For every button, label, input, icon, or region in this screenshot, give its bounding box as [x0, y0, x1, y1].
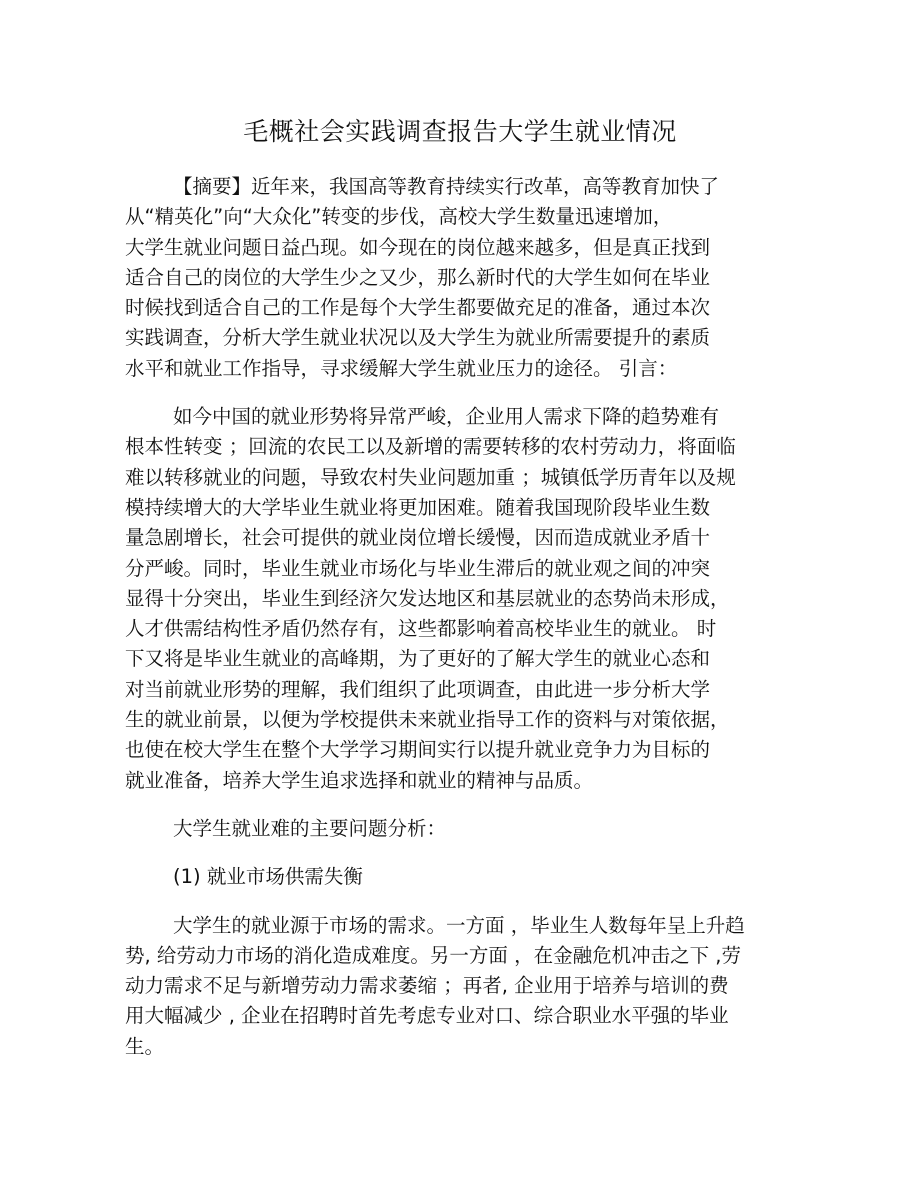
text-line: (1) 就业市场供需失衡	[173, 865, 363, 889]
text-line: 生。	[125, 1034, 165, 1058]
text-line: 动力需求不足与新增劳动力需求萎缩 ；再者, 企业用于培养与培训的费	[125, 974, 729, 998]
text-line: 大学生的就业源于市场的需求。一方面 ，毕业生人数每年呈上升趋	[173, 913, 745, 937]
text-line: 对当前就业形势的理解，我们组织了此项调查，由此进一步分析大学	[125, 677, 711, 701]
text-line: 从“精英化”向“大众化”转变的步伐，高校大学生数量迅速增加，	[125, 205, 673, 229]
text-line: 分严峻。同时，毕业生就业市场化与毕业生滞后的就业观之间的冲突	[125, 556, 711, 580]
text-line: 下又将是毕业生就业的高峰期，为了更好的了解大学生的就业心态和	[125, 647, 711, 671]
text-line: 人才供需结构性矛盾仍然存有，这些都影响着高校毕业生的就业。 时	[125, 617, 717, 641]
section-heading	[173, 814, 763, 844]
text-line: 时候找到适合自己的工作是每个大学生都要做充足的准备，通过本次	[125, 296, 711, 320]
subsection-heading	[173, 862, 763, 892]
intro-paragraph	[125, 402, 763, 796]
text-line: 也使在校大学生在整个大学学习期间实行以提升就业竞争力为目标的	[125, 738, 711, 762]
text-line: 模持续增大的大学毕业生就业将更加困难。随着我国现阶段毕业生数	[125, 495, 711, 519]
text-line: 水平和就业工作指导，寻求缓解大学生就业压力的途径。 引言：	[125, 356, 678, 380]
page-title: 毛概社会实践调查报告大学生就业情况	[243, 117, 677, 146]
text-line: 显得十分突出，毕业生到经济欠发达地区和基层就业的态势尚未形成，	[125, 586, 730, 610]
text-line: 实践调查，分析大学生就业状况以及大学生为就业所需要提升的素质	[125, 326, 711, 350]
body-paragraph	[125, 911, 763, 1062]
text-line: 适合自己的岗位的大学生少之又少，那么新时代的大学生如何在毕业	[125, 265, 711, 289]
text-line: 大学生就业难的主要问题分析：	[173, 816, 447, 840]
text-line: 大学生就业问题日益凸现。如今现在的岗位越来越多，但是真正找到	[125, 235, 711, 259]
text-line: 用大幅减少 , 企业在招聘时首先考虑专业对口、综合职业水平强的毕业	[125, 1004, 729, 1028]
text-line: 量急剧增长，社会可提供的就业岗位增长缓慢，因而造成就业矛盾十	[125, 526, 711, 550]
abstract-paragraph	[125, 172, 763, 384]
text-line: 根本性转变 ；回流的农民工以及新增的需要转移的农村劳动力，将面临	[125, 435, 736, 459]
text-line: 如今中国的就业形势将异常严峻，企业用人需求下降的趋势难有	[173, 405, 720, 429]
text-line: 生的就业前景，以便为学校提供未来就业指导工作的资料与对策依据，	[125, 708, 730, 732]
text-line: 就业准备，培养大学生追求选择和就业的精神与品质。	[125, 768, 594, 792]
document-body	[125, 172, 763, 1080]
text-line: 【摘要】近年来，我国高等教育持续实行改革，高等教育加快了	[173, 175, 720, 198]
text-line: 难以转移就业的问题，导致农村失业问题加重 ；城镇低学历青年以及规	[125, 465, 736, 489]
text-line: 势, 给劳动力市场的消化造成难度。另一方面 ，在金融危机冲击之下 ,劳	[125, 943, 741, 967]
